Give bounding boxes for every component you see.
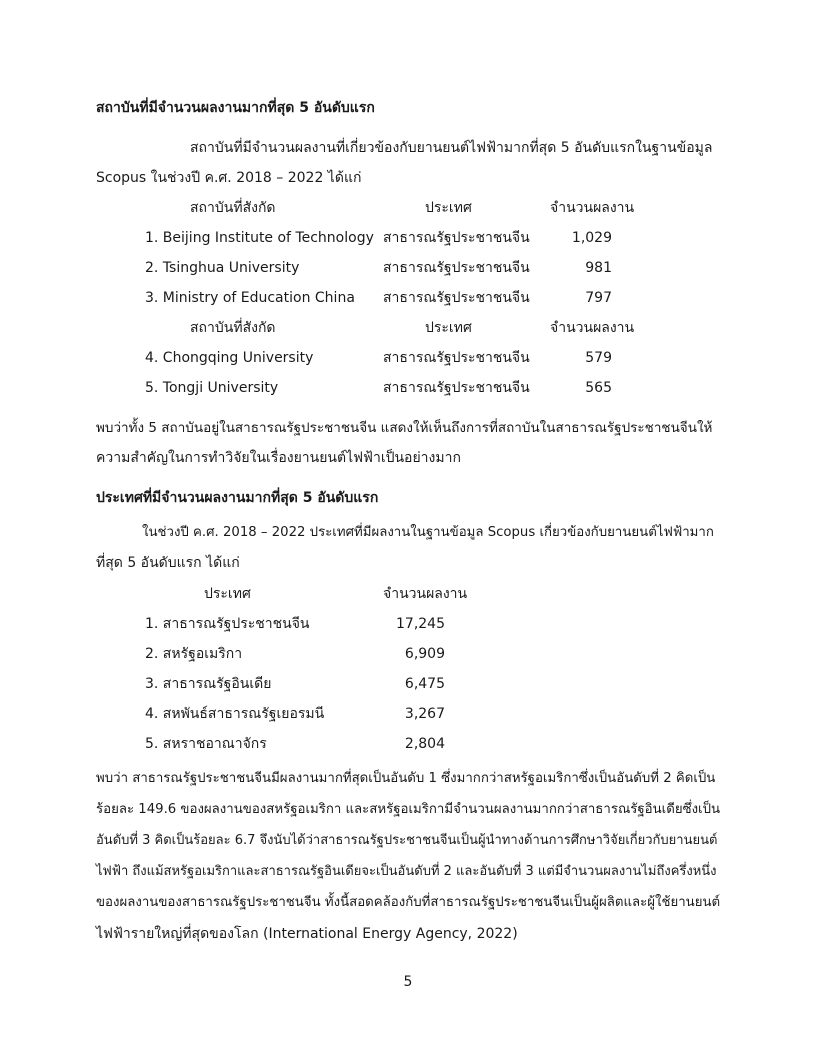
institution-count: 797 [585,290,612,306]
country-count: 3,267 [404,706,445,722]
section1-summary-line1: พบว่าทั้ง 5 สถาบันอยู่ในสาธารณรัฐประชาชนจีน แสดงให้เห็นถึงการที่สถาบันในสาธารณรัฐประชาชนจีนให้ [96,420,713,436]
section1-summary-line2: ความสำคัญในการทำวิจัยในเรื่องยานยนต์ไฟฟ้าเป็นอย่างมาก [96,450,461,466]
paragraph-line: ของผลงานของสาธารณรัฐประชาชนจีน ทั้งนี้สอดคล้องกับที่สาธารณรัฐประชาชนจีนเป็นผู้ผลิตและผู้ใช้ยานยนต์ [96,895,721,910]
country-header: ประเทศ [425,320,472,336]
institution-name: 3. Ministry of Education China [145,290,355,306]
country-header: ประเทศ [425,200,472,216]
paragraph-line: ไฟฟ้า ถึงแม้สหรัฐอเมริกาและสาธารณรัฐอินเดียจะเป็นอันดับที่ 2 และอันดับที่ 3 แต่มีจำนวนผลงานไม่ถึงครึ่งหนึ่ง [96,864,717,879]
country-name: 3. สาธารณรัฐอินเดีย [145,676,272,692]
institution-country: สาธารณรัฐประชาชนจีน [383,350,530,366]
institution-count: 579 [585,350,612,366]
paragraph-line: พบว่า สาธารณรัฐประชาชนจีนมีผลงานมากที่สุดเป็นอันดับ 1 ซึ่งมากกว่าสหรัฐอเมริกาซึ่งเป็นอันดับที่ 2 คิดเป็น [96,771,716,786]
paragraph-line: ไฟฟ้ารายใหญ่ที่สุดของโลก (International Energy Agency, 2022) [96,926,518,942]
country-name: 1. สาธารณรัฐประชาชนจีน [145,616,310,632]
section2-intro-line1: ในช่วงปี ค.ศ. 2018 – 2022 ประเทศที่มีผลงานในฐานข้อมูล Scopus เกี่ยวข้องกับยานยนต์ไฟฟ้ามาก [142,525,714,540]
institution-count: 1,029 [571,230,612,246]
institution-country: สาธารณรัฐประชาชนจีน [383,230,530,246]
section1-intro-line2: Scopus ในช่วงปี ค.ศ. 2018 – 2022 ได้แก่ [96,170,362,186]
section2-heading: ประเทศที่มีจำนวนผลงานมากที่สุด 5 อันดับแรก [96,490,379,506]
page-number: 5 [403,974,413,990]
institution-header: สถาบันที่สังกัด [190,320,276,336]
country-header: ประเทศ [204,586,251,602]
institution-country: สาธารณรัฐประชาชนจีน [383,260,530,276]
country-count: 6,475 [404,676,445,692]
institution-name: 1. Beijing Institute of Technology [145,230,374,246]
paragraph-line: อันดับที่ 3 คิดเป็นร้อยละ 6.7 จึงนับได้ว่าสาธารณรัฐประชาชนจีนเป็นผู้นำทางด้านการศึกษาวิจัยเกี่ยวกับยานยนต์ [96,833,718,848]
section1-intro-line1: สถาบันที่มีจำนวนผลงานที่เกี่ยวข้องกับยานยนต์ไฟฟ้ามากที่สุด 5 อันดับแรกในฐานข้อมูล [190,140,713,156]
institution-country: สาธารณรัฐประชาชนจีน [383,290,530,306]
count-header: จำนวนผลงาน [550,200,635,216]
institution-count: 981 [585,260,612,276]
institution-name: 4. Chongqing University [145,350,314,366]
country-name: 2. สหรัฐอเมริกา [145,646,243,662]
section1-heading: สถาบันที่มีจำนวนผลงานมากที่สุด 5 อันดับแรก [96,100,375,116]
paragraph-line: ร้อยละ 149.6 ของผลงานของสหรัฐอเมริกา และสหรัฐอเมริกามีจำนวนผลงานมากกว่าสาธารณรัฐอินเดียซึ่งเป็น [96,802,721,817]
institution-name: 5. Tongji University [145,380,279,396]
country-count: 2,804 [404,736,445,752]
count-header: จำนวนผลงาน [550,320,635,336]
section2-intro-line2: ที่สุด 5 อันดับแรก ได้แก่ [96,555,240,571]
country-count: 6,909 [404,646,445,662]
institution-name: 2. Tsinghua University [145,260,300,276]
institution-country: สาธารณรัฐประชาชนจีน [383,380,530,396]
institution-count: 565 [585,380,612,396]
country-name: 5. สหราชอาณาจักร [145,736,267,752]
institution-header: สถาบันที่สังกัด [190,200,276,216]
country-name: 4. สหพันธ์สาธารณรัฐเยอรมนี [145,706,325,722]
count-header: จำนวนผลงาน [383,586,468,602]
country-count: 17,245 [396,616,445,632]
